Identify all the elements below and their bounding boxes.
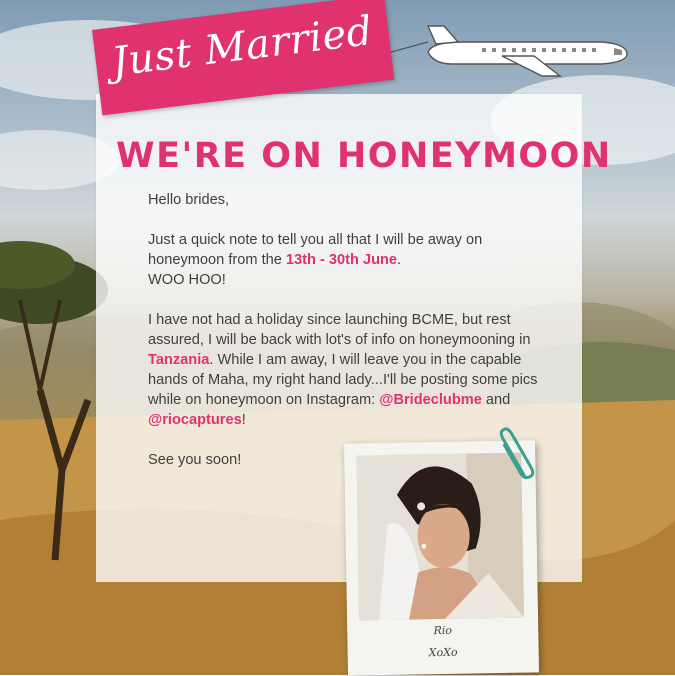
- bride-portrait: [356, 453, 524, 621]
- polaroid-photo: [344, 440, 539, 675]
- greeting: Hello brides,: [148, 192, 230, 208]
- paragraph-away: [148, 230, 546, 290]
- airplane-icon: [422, 22, 632, 78]
- text-span: Just a quick note to tell you all that I will be away on honeymoon from the: [148, 232, 483, 268]
- text-span: . While I am away, I will leave you in the capable hands of Maha, my right hand lady...I'll be posting some pics while on honeymoon on Instagram:: [148, 352, 538, 408]
- portrait-illustration: [356, 453, 524, 621]
- text-span: and: [481, 392, 511, 408]
- text-span: !: [241, 412, 246, 428]
- woo-hoo-text: WOO HOO!: [148, 272, 226, 288]
- photo-caption-signature: XoXo: [428, 645, 458, 660]
- text-span: .: [397, 252, 402, 268]
- country-highlight: Tanzania: [148, 352, 210, 368]
- sign-off: See you soon!: [148, 452, 242, 468]
- photo-caption-name: Rio: [433, 623, 453, 638]
- dates-highlight: 13th - 30th June: [285, 252, 398, 268]
- banner-text: Just Married: [109, 8, 376, 86]
- page-title: WE'RE ON HONEYMOON: [116, 136, 612, 176]
- instagram-handle-brideclubme[interactable]: @Brideclubme: [379, 392, 482, 408]
- text-span: I have not had a holiday since launching BCME, but rest assured, I will be back with lot's of info on honeymooning in: [148, 312, 531, 348]
- instagram-handle-riocaptures[interactable]: @riocaptures: [148, 412, 242, 428]
- paragraph-holiday: [148, 310, 546, 430]
